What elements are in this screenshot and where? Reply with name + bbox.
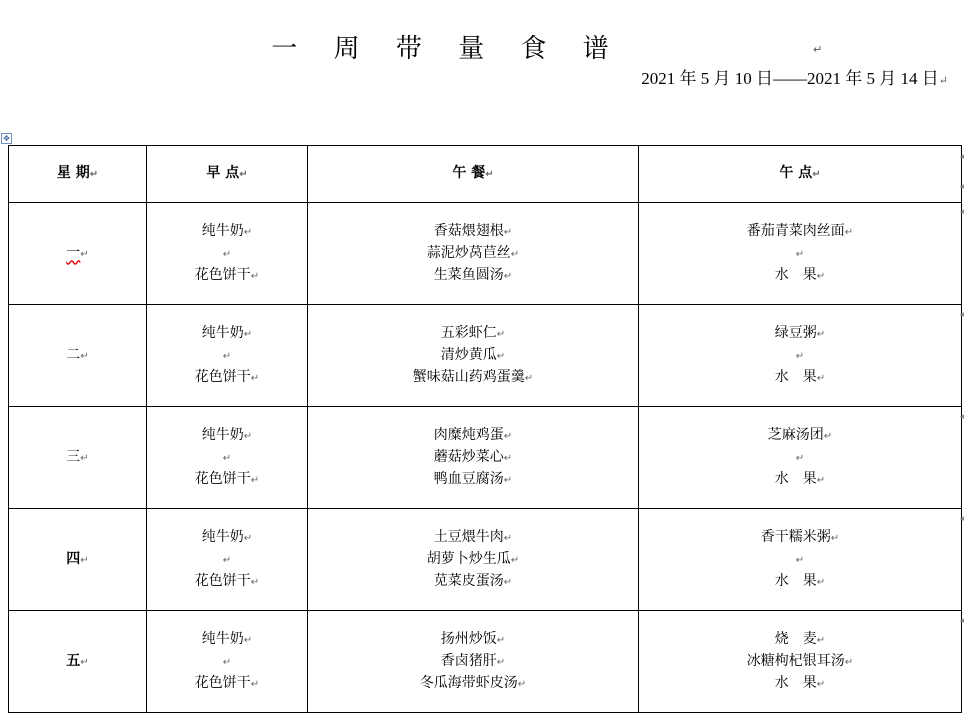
paragraph-mark: ↵ — [823, 430, 833, 442]
menu-line — [308, 571, 638, 593]
menu-line — [147, 425, 307, 447]
paragraph-mark: ↵ — [250, 678, 260, 690]
dish-name: 冬瓜海带虾皮汤 — [419, 674, 518, 691]
day-cell — [9, 611, 147, 713]
menu-line — [147, 265, 307, 287]
menu-line — [308, 243, 638, 265]
paragraph-mark: ↵ — [496, 350, 506, 362]
paragraph-mark: ↵ — [243, 430, 253, 442]
menu-line — [639, 265, 961, 287]
paragraph-mark: ↵ — [80, 554, 89, 566]
paragraph-mark: ↵ — [243, 328, 253, 340]
dish-name: 生菜鱼圆汤 — [433, 266, 504, 283]
day-label: 二 — [66, 346, 81, 363]
paragraph-mark: ↵ — [816, 678, 826, 690]
breakfast-cell — [147, 203, 308, 305]
paragraph-mark: ↵ — [80, 452, 89, 464]
menu-line — [147, 221, 307, 243]
header-lunch — [308, 146, 639, 203]
table-row — [9, 509, 962, 611]
paragraph-mark: ↵ — [250, 576, 260, 588]
table-row — [9, 203, 962, 305]
header-breakfast — [147, 146, 308, 203]
paragraph-mark: ↵ — [503, 474, 513, 486]
dish-name: 纯牛奶 — [201, 528, 244, 545]
snack-cell — [639, 305, 962, 407]
paragraph-mark: ↵ — [510, 248, 520, 260]
paragraph-mark: ↵ — [222, 656, 232, 668]
paragraph-mark: ↵ — [844, 656, 854, 668]
header-row — [9, 146, 962, 203]
breakfast-cell — [147, 611, 308, 713]
paragraph-mark: ↵ — [812, 169, 821, 180]
paragraph-mark: ↵ — [816, 328, 826, 340]
paragraph-mark: ↵ — [503, 270, 513, 282]
snack-cell — [639, 203, 962, 305]
paragraph-mark: ↵ — [503, 576, 513, 588]
dish-name: 芝麻汤团 — [767, 426, 824, 443]
menu-line — [308, 651, 638, 673]
paragraph-mark: ↵ — [496, 328, 506, 340]
paragraph-mark: ↵ — [795, 452, 805, 464]
menu-line — [639, 673, 961, 695]
menu-line — [308, 221, 638, 243]
menu-line — [147, 345, 307, 367]
dish-name: 香干糯米粥 — [760, 528, 831, 545]
dish-name: 番茄青菜肉丝面 — [746, 222, 845, 239]
paragraph-mark: ↵ — [250, 270, 260, 282]
breakfast-cell — [147, 407, 308, 509]
menu-line — [308, 345, 638, 367]
table-row — [9, 305, 962, 407]
header-label: 星 期 — [56, 165, 90, 181]
weekly-menu-table — [8, 145, 962, 713]
day-cell — [9, 509, 147, 611]
dish-name: 苋菜皮蛋汤 — [433, 572, 504, 589]
dish-name: 香卤猪肝 — [440, 652, 497, 669]
table-row — [9, 407, 962, 509]
paragraph-mark: ↵ — [510, 554, 520, 566]
menu-line — [147, 447, 307, 469]
dish-name: 水 果 — [774, 266, 817, 283]
day-label: 一 — [66, 244, 81, 261]
paragraph-mark: ↵ — [222, 248, 232, 260]
paragraph-mark: ↵ — [485, 169, 494, 180]
paragraph-mark: ↵ — [243, 532, 253, 544]
dish-name: 土豆煨牛肉 — [433, 528, 504, 545]
paragraph-mark: ↵ — [243, 634, 253, 646]
header-label: 午 餐 — [452, 165, 486, 181]
menu-line — [147, 323, 307, 345]
menu-line — [639, 629, 961, 651]
menu-line — [308, 425, 638, 447]
menu-line — [308, 549, 638, 571]
paragraph-mark: ↵ — [222, 554, 232, 566]
menu-line — [308, 265, 638, 287]
paragraph-mark: ↵ — [80, 350, 89, 362]
dish-name: 胡萝卜炒生瓜 — [426, 550, 511, 567]
row-end-mark: ◂ — [959, 514, 964, 524]
menu-line — [639, 345, 961, 367]
day-label: 三 — [66, 448, 81, 465]
lunch-cell — [308, 203, 639, 305]
paragraph-mark: ↵ — [80, 248, 89, 260]
page-title: 一 周 带 量 食 谱 — [271, 34, 623, 64]
dish-name: 花色饼干 — [194, 572, 251, 589]
lunch-cell — [308, 509, 639, 611]
paragraph-mark: ↵ — [250, 372, 260, 384]
dish-name: 绿豆粥 — [774, 324, 817, 341]
menu-line — [639, 527, 961, 549]
dish-name: 水 果 — [774, 674, 817, 691]
snack-cell — [639, 407, 962, 509]
paragraph-mark: ↵ — [795, 554, 805, 566]
row-end-mark: ◂ — [959, 152, 964, 162]
paragraph-mark: ↵ — [496, 656, 506, 668]
menu-line — [147, 243, 307, 265]
dish-name: 纯牛奶 — [201, 630, 244, 647]
paragraph-mark: ↵ — [503, 532, 513, 544]
day-cell — [9, 305, 147, 407]
paragraph-mark: ↵ — [496, 634, 506, 646]
dish-name: 五彩虾仁 — [440, 324, 497, 341]
date-range-text: 2021 年 5 月 10 日——2021 年 5 月 14 日 — [641, 69, 939, 88]
dish-name: 香菇煨翅根 — [433, 222, 504, 239]
menu-line — [639, 447, 961, 469]
breakfast-cell — [147, 305, 308, 407]
header-label: 早 点 — [206, 165, 240, 181]
menu-line — [147, 469, 307, 491]
dish-name: 蘑菇炒菜心 — [433, 448, 504, 465]
paragraph-mark: ↵ — [80, 656, 89, 668]
day-cell — [9, 203, 147, 305]
day-label: 四 — [66, 550, 81, 567]
dish-name: 烧 麦 — [774, 630, 817, 647]
menu-line — [147, 571, 307, 593]
menu-line — [147, 629, 307, 651]
dish-name: 鸭血豆腐汤 — [433, 470, 504, 487]
menu-line — [308, 447, 638, 469]
header-snack — [639, 146, 962, 203]
dish-name: 花色饼干 — [194, 368, 251, 385]
menu-line — [308, 367, 638, 389]
row-end-mark: ◂ — [959, 310, 964, 320]
dish-name: 花色饼干 — [194, 470, 251, 487]
header-weekday — [9, 146, 147, 203]
dish-name: 纯牛奶 — [201, 426, 244, 443]
paragraph-mark: ↵ — [239, 169, 248, 180]
dish-name: 肉糜炖鸡蛋 — [433, 426, 504, 443]
menu-line — [639, 221, 961, 243]
dish-name: 水 果 — [774, 470, 817, 487]
menu-line — [639, 469, 961, 491]
paragraph-mark: ↵ — [250, 474, 260, 486]
menu-line — [639, 651, 961, 673]
paragraph-mark: ↵ — [503, 452, 513, 464]
menu-line — [308, 323, 638, 345]
menu-line — [639, 367, 961, 389]
paragraph-mark: ↵ — [524, 372, 534, 384]
snack-cell — [639, 611, 962, 713]
menu-line — [147, 549, 307, 571]
paragraph-mark: ↵ — [503, 430, 513, 442]
paragraph-mark: ↵ — [222, 452, 232, 464]
paragraph-mark: ↵ — [844, 226, 854, 238]
menu-line — [308, 629, 638, 651]
dish-name: 水 果 — [774, 572, 817, 589]
row-end-mark: ◂ — [959, 207, 964, 217]
menu-line — [147, 527, 307, 549]
paragraph-mark: ↵ — [517, 678, 527, 690]
lunch-cell — [308, 407, 639, 509]
menu-line — [639, 571, 961, 593]
lunch-cell — [308, 305, 639, 407]
paragraph-mark: ↵ — [89, 169, 99, 180]
paragraph-mark: ↵ — [830, 532, 840, 544]
lunch-cell — [308, 611, 639, 713]
snack-cell — [639, 509, 962, 611]
menu-line — [308, 469, 638, 491]
day-label: 五 — [66, 652, 81, 669]
paragraph-mark: ↵ — [222, 350, 232, 362]
dish-name: 纯牛奶 — [201, 222, 244, 239]
menu-line — [639, 549, 961, 571]
paragraph-mark: ↵ — [816, 270, 826, 282]
menu-line — [308, 673, 638, 695]
row-end-mark: ◂ — [959, 412, 964, 422]
paragraph-mark: ↵ — [816, 372, 826, 384]
menu-line — [308, 527, 638, 549]
day-cell — [9, 407, 147, 509]
paragraph-mark: ↵ — [938, 75, 948, 87]
date-range — [641, 64, 948, 89]
row-end-mark: ◂ — [959, 182, 964, 192]
dish-name: 水 果 — [774, 368, 817, 385]
header-label: 午 点 — [779, 165, 813, 181]
menu-line — [147, 367, 307, 389]
dish-name: 蒜泥炒莴苣丝 — [426, 244, 511, 261]
paragraph-mark: ↵ — [816, 634, 826, 646]
table-row — [9, 611, 962, 713]
dish-name: 花色饼干 — [194, 266, 251, 283]
paragraph-mark: ↵ — [816, 474, 826, 486]
breakfast-cell — [147, 509, 308, 611]
menu-line — [639, 243, 961, 265]
menu-line — [639, 425, 961, 447]
paragraph-mark: ↵ — [795, 350, 805, 362]
paragraph-mark: ↵ — [813, 43, 823, 56]
menu-line — [147, 651, 307, 673]
dish-name: 扬州炒饭 — [440, 630, 497, 647]
paragraph-mark: ↵ — [795, 248, 805, 260]
dish-name: 冰糖枸杞银耳汤 — [746, 652, 845, 669]
menu-line — [639, 323, 961, 345]
dish-name: 花色饼干 — [194, 674, 251, 691]
move-anchor-icon[interactable]: ✥ — [1, 133, 12, 144]
row-end-mark: ◂ — [959, 616, 964, 626]
paragraph-mark: ↵ — [243, 226, 253, 238]
dish-name: 蟹味菇山药鸡蛋羹 — [412, 368, 525, 385]
paragraph-mark: ↵ — [816, 576, 826, 588]
menu-line — [147, 673, 307, 695]
dish-name: 纯牛奶 — [201, 324, 244, 341]
paragraph-mark: ↵ — [503, 226, 513, 238]
dish-name: 清炒黄瓜 — [440, 346, 497, 363]
